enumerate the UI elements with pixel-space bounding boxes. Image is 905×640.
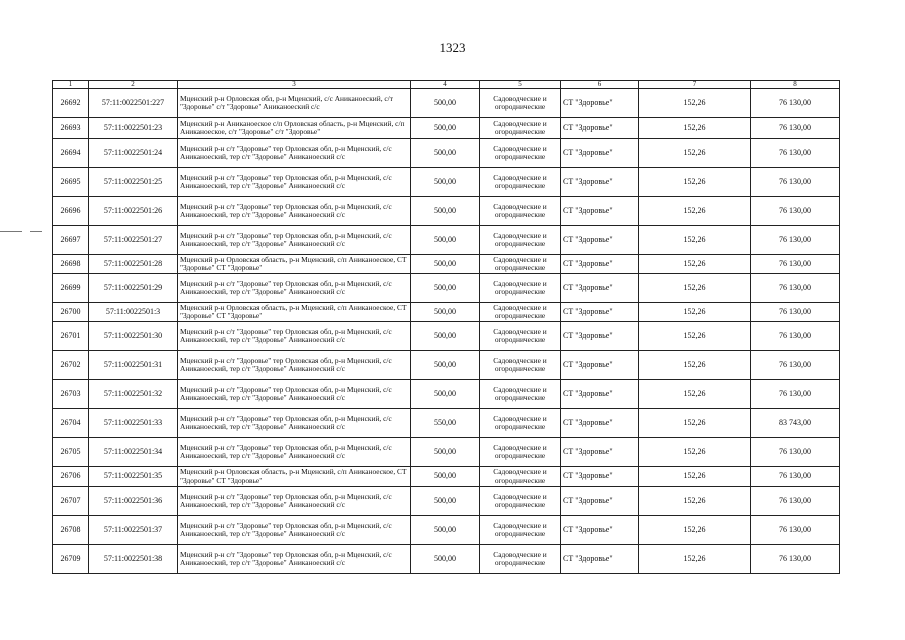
address-cell: Мценский р-н с/т "Здоровье" тер Орловская обл, р-н Мценский, с/с Аниканоеский, тер с/т "Здоровье" Аниканоеский с/с <box>178 516 411 545</box>
address-cell: Мценский р-н с/т "Здоровье" тер Орловская обл, р-н Мценский, с/с Аниканоеский, тер с/т "Здоровье" Аниканоеский с/с <box>178 274 411 303</box>
organization-cell: СТ "Здоровье" <box>561 255 639 274</box>
table-row <box>53 322 840 351</box>
plot-number-cell: 26705 <box>53 438 89 467</box>
plot-number-cell: 26695 <box>53 168 89 197</box>
total-cost-cell: 76 130,00 <box>751 322 840 351</box>
area-cell: 500,00 <box>411 197 480 226</box>
organization-cell: СТ "Здоровье" <box>561 467 639 487</box>
area-cell: 500,00 <box>411 139 480 168</box>
cadastral-value-cell: 152,26 <box>639 409 751 438</box>
table-row <box>53 139 840 168</box>
table-row <box>53 303 840 322</box>
area-cell: 500,00 <box>411 545 480 574</box>
address-cell: Мценский р-н с/т "Здоровье" тер Орловская обл, р-н Мценский, с/с Аниканоеский, тер с/т "Здоровье" Аниканоеский с/с <box>178 409 411 438</box>
total-cost-cell: 76 130,00 <box>751 487 840 516</box>
area-cell: 500,00 <box>411 89 480 118</box>
organization-cell: СТ "Здоровье" <box>561 168 639 197</box>
organization-cell: СТ "Здоровье" <box>561 322 639 351</box>
area-cell: 500,00 <box>411 487 480 516</box>
land-use-cell: Садоводческие и огороднические <box>480 380 561 409</box>
cadastral-number-cell: 57:11:0022501:34 <box>89 438 178 467</box>
land-use-cell: Садоводческие и огороднические <box>480 274 561 303</box>
total-cost-cell: 76 130,00 <box>751 255 840 274</box>
column-header: 4 <box>411 81 480 89</box>
address-cell: Мценский р-н с/т "Здоровье" тер Орловская обл, р-н Мценский, с/с Аниканоеский, тер с/т "Здоровье" Аниканоеский с/с <box>178 139 411 168</box>
area-cell: 500,00 <box>411 516 480 545</box>
land-use-cell: Садоводческие и огороднические <box>480 226 561 255</box>
cadastral-number-cell: 57:11:0022501:38 <box>89 545 178 574</box>
address-cell: Мценский р-н Орловская область, р-н Мценский, с/п Аниканоеское, СТ "Здоровье" СТ "Здоровье" <box>178 303 411 322</box>
plot-number-cell: 26694 <box>53 139 89 168</box>
table-row <box>53 545 840 574</box>
total-cost-cell: 76 130,00 <box>751 226 840 255</box>
cadastral-value-cell: 152,26 <box>639 438 751 467</box>
cadastral-number-cell: 57:11:0022501:33 <box>89 409 178 438</box>
total-cost-cell: 76 130,00 <box>751 303 840 322</box>
area-cell: 500,00 <box>411 255 480 274</box>
cadastral-number-cell: 57:11:0022501:28 <box>89 255 178 274</box>
address-cell: Мценский р-н с/т "Здоровье" тер Орловская обл, р-н Мценский, с/с Аниканоеский, тер с/т "Здоровье" Аниканоеский с/с <box>178 322 411 351</box>
land-use-cell: Садоводческие и огороднические <box>480 168 561 197</box>
total-cost-cell: 76 130,00 <box>751 89 840 118</box>
plot-number-cell: 26703 <box>53 380 89 409</box>
plot-number-cell: 26692 <box>53 89 89 118</box>
cadastral-value-cell: 152,26 <box>639 226 751 255</box>
plot-number-cell: 26707 <box>53 487 89 516</box>
cadastral-number-cell: 57:11:0022501:23 <box>89 118 178 139</box>
table-row <box>53 487 840 516</box>
land-use-cell: Садоводческие и огороднические <box>480 322 561 351</box>
cadastral-value-cell: 152,26 <box>639 545 751 574</box>
total-cost-cell: 76 130,00 <box>751 351 840 380</box>
plot-number-cell: 26693 <box>53 118 89 139</box>
scan-margin-mark <box>0 231 22 232</box>
land-use-cell: Садоводческие и огороднические <box>480 255 561 274</box>
land-use-cell: Садоводческие и огороднические <box>480 545 561 574</box>
address-cell: Мценский р-н с/т "Здоровье" тер Орловская обл, р-н Мценский, с/с Аниканоеский, тер с/т "Здоровье" Аниканоеский с/с <box>178 487 411 516</box>
area-cell: 500,00 <box>411 226 480 255</box>
cadastral-number-cell: 57:11:0022501:37 <box>89 516 178 545</box>
cadastral-number-cell: 57:11:0022501:24 <box>89 139 178 168</box>
total-cost-cell: 76 130,00 <box>751 274 840 303</box>
organization-cell: СТ "Здоровье" <box>561 118 639 139</box>
cadastral-number-cell: 57:11:0022501:26 <box>89 197 178 226</box>
address-cell: Мценский р-н с/т "Здоровье" тер Орловская обл, р-н Мценский, с/с Аниканоеский, тер с/т "Здоровье" Аниканоеский с/с <box>178 168 411 197</box>
cadastral-number-cell: 57:11:0022501:29 <box>89 274 178 303</box>
table-row <box>53 516 840 545</box>
plot-number-cell: 26701 <box>53 322 89 351</box>
plot-number-cell: 26709 <box>53 545 89 574</box>
table-row <box>53 255 840 274</box>
organization-cell: СТ "Здоровье" <box>561 89 639 118</box>
total-cost-cell: 76 130,00 <box>751 168 840 197</box>
column-header: 5 <box>480 81 561 89</box>
address-cell: Мценский р-н с/т "Здоровье" тер Орловская обл, р-н Мценский, с/с Аниканоеский, тер с/т "Здоровье" Аниканоеский с/с <box>178 438 411 467</box>
area-cell: 500,00 <box>411 303 480 322</box>
table-row <box>53 274 840 303</box>
organization-cell: СТ "Здоровье" <box>561 351 639 380</box>
plot-number-cell: 26708 <box>53 516 89 545</box>
cadastral-number-cell: 57:11:0022501:35 <box>89 467 178 487</box>
cadastral-number-cell: 57:11:0022501:227 <box>89 89 178 118</box>
column-number-row <box>53 81 840 89</box>
cadastral-value-cell: 152,26 <box>639 487 751 516</box>
address-cell: Мценский р-н с/т "Здоровье" тер Орловская обл, р-н Мценский, с/с Аниканоеский, тер с/т "Здоровье" Аниканоеский с/с <box>178 197 411 226</box>
total-cost-cell: 76 130,00 <box>751 438 840 467</box>
organization-cell: СТ "Здоровье" <box>561 438 639 467</box>
address-cell: Мценский р-н Аниканоеское с/п Орловская область, р-н Мценский, с/п Аниканоеское, с/т "Здоровье" с/т "Здоровье" <box>178 118 411 139</box>
land-use-cell: Садоводческие и огороднические <box>480 516 561 545</box>
cadastral-value-cell: 152,26 <box>639 380 751 409</box>
cadastral-value-cell: 152,26 <box>639 168 751 197</box>
column-header: 3 <box>178 81 411 89</box>
cadastral-value-cell: 152,26 <box>639 118 751 139</box>
column-header: 7 <box>639 81 751 89</box>
plot-number-cell: 26700 <box>53 303 89 322</box>
cadastral-number-cell: 57:11:0022501:32 <box>89 380 178 409</box>
address-cell: Мценский р-н Орловская область, р-н Мценский, с/п Аниканоеское, СТ "Здоровье" СТ "Здоровье" <box>178 255 411 274</box>
address-cell: Мценский р-н Орловская обл, р-н Мценский, с/с Аниканоеский, с/т "Здоровье" с/т "Здоровье" Аниканоеский с/с <box>178 89 411 118</box>
area-cell: 550,00 <box>411 409 480 438</box>
table-row <box>53 118 840 139</box>
cadastral-value-cell: 152,26 <box>639 274 751 303</box>
table-row <box>53 197 840 226</box>
organization-cell: СТ "Здоровье" <box>561 516 639 545</box>
cadastral-number-cell: 57:11:0022501:3 <box>89 303 178 322</box>
area-cell: 500,00 <box>411 118 480 139</box>
column-header: 2 <box>89 81 178 89</box>
table-row <box>53 380 840 409</box>
land-use-cell: Садоводческие и огороднические <box>480 487 561 516</box>
cadastral-value-cell: 152,26 <box>639 467 751 487</box>
land-use-cell: Садоводческие и огороднические <box>480 351 561 380</box>
table-row <box>53 168 840 197</box>
column-header: 1 <box>53 81 89 89</box>
table-row <box>53 89 840 118</box>
organization-cell: СТ "Здоровье" <box>561 197 639 226</box>
land-use-cell: Садоводческие и огороднические <box>480 89 561 118</box>
area-cell: 500,00 <box>411 467 480 487</box>
page-number: 1323 <box>439 40 466 55</box>
column-header: 8 <box>751 81 840 89</box>
land-use-cell: Садоводческие и огороднические <box>480 467 561 487</box>
plot-number-cell: 26699 <box>53 274 89 303</box>
cadastral-value-cell: 152,26 <box>639 255 751 274</box>
organization-cell: СТ "Здоровье" <box>561 226 639 255</box>
land-use-cell: Садоводческие и огороднические <box>480 139 561 168</box>
cadastral-value-cell: 152,26 <box>639 322 751 351</box>
area-cell: 500,00 <box>411 168 480 197</box>
plot-number-cell: 26702 <box>53 351 89 380</box>
total-cost-cell: 76 130,00 <box>751 118 840 139</box>
total-cost-cell: 76 130,00 <box>751 197 840 226</box>
land-use-cell: Садоводческие и огороднические <box>480 438 561 467</box>
table-row <box>53 409 840 438</box>
organization-cell: СТ "Здоровье" <box>561 380 639 409</box>
organization-cell: СТ "Здоровье" <box>561 303 639 322</box>
area-cell: 500,00 <box>411 380 480 409</box>
plot-number-cell: 26704 <box>53 409 89 438</box>
land-use-cell: Садоводческие и огороднические <box>480 409 561 438</box>
table-row <box>53 351 840 380</box>
total-cost-cell: 83 743,00 <box>751 409 840 438</box>
plot-number-cell: 26696 <box>53 197 89 226</box>
address-cell: Мценский р-н с/т "Здоровье" тер Орловская обл, р-н Мценский, с/с Аниканоеский, тер с/т "Здоровье" Аниканоеский с/с <box>178 226 411 255</box>
address-cell: Мценский р-н с/т "Здоровье" тер Орловская обл, р-н Мценский, с/с Аниканоеский, тер с/т "Здоровье" Аниканоеский с/с <box>178 380 411 409</box>
land-use-cell: Садоводческие и огороднические <box>480 197 561 226</box>
organization-cell: СТ "Здоровье" <box>561 274 639 303</box>
total-cost-cell: 76 130,00 <box>751 380 840 409</box>
table-row <box>53 438 840 467</box>
table-row <box>53 226 840 255</box>
cadastral-value-cell: 152,26 <box>639 351 751 380</box>
plot-number-cell: 26706 <box>53 467 89 487</box>
land-use-cell: Садоводческие и огороднические <box>480 118 561 139</box>
cadastral-number-cell: 57:11:0022501:36 <box>89 487 178 516</box>
plot-number-cell: 26698 <box>53 255 89 274</box>
table-row <box>53 467 840 487</box>
cadastral-number-cell: 57:11:0022501:31 <box>89 351 178 380</box>
cadastral-value-cell: 152,26 <box>639 303 751 322</box>
address-cell: Мценский р-н Орловская область, р-н Мценский, с/п Аниканоеское, СТ "Здоровье" СТ "Здоровье" <box>178 467 411 487</box>
area-cell: 500,00 <box>411 438 480 467</box>
address-cell: Мценский р-н с/т "Здоровье" тер Орловская обл, р-н Мценский, с/с Аниканоеский, тер с/т "Здоровье" Аниканоеский с/с <box>178 545 411 574</box>
area-cell: 500,00 <box>411 274 480 303</box>
area-cell: 500,00 <box>411 351 480 380</box>
cadastral-value-cell: 152,26 <box>639 516 751 545</box>
column-header: 6 <box>561 81 639 89</box>
organization-cell: СТ "Здоровье" <box>561 139 639 168</box>
land-use-cell: Садоводческие и огороднические <box>480 303 561 322</box>
organization-cell: СТ "Здоровье" <box>561 409 639 438</box>
land-plots-table <box>52 80 840 574</box>
organization-cell: СТ "Здоровье" <box>561 545 639 574</box>
total-cost-cell: 76 130,00 <box>751 467 840 487</box>
organization-cell: СТ "Здоровье" <box>561 487 639 516</box>
scan-margin-mark <box>30 231 42 232</box>
plot-number-cell: 26697 <box>53 226 89 255</box>
area-cell: 500,00 <box>411 322 480 351</box>
cadastral-value-cell: 152,26 <box>639 197 751 226</box>
cadastral-value-cell: 152,26 <box>639 139 751 168</box>
cadastral-value-cell: 152,26 <box>639 89 751 118</box>
cadastral-number-cell: 57:11:0022501:30 <box>89 322 178 351</box>
total-cost-cell: 76 130,00 <box>751 139 840 168</box>
total-cost-cell: 76 130,00 <box>751 516 840 545</box>
cadastral-number-cell: 57:11:0022501:27 <box>89 226 178 255</box>
total-cost-cell: 76 130,00 <box>751 545 840 574</box>
address-cell: Мценский р-н с/т "Здоровье" тер Орловская обл, р-н Мценский, с/с Аниканоеский, тер с/т "Здоровье" Аниканоеский с/с <box>178 351 411 380</box>
cadastral-number-cell: 57:11:0022501:25 <box>89 168 178 197</box>
